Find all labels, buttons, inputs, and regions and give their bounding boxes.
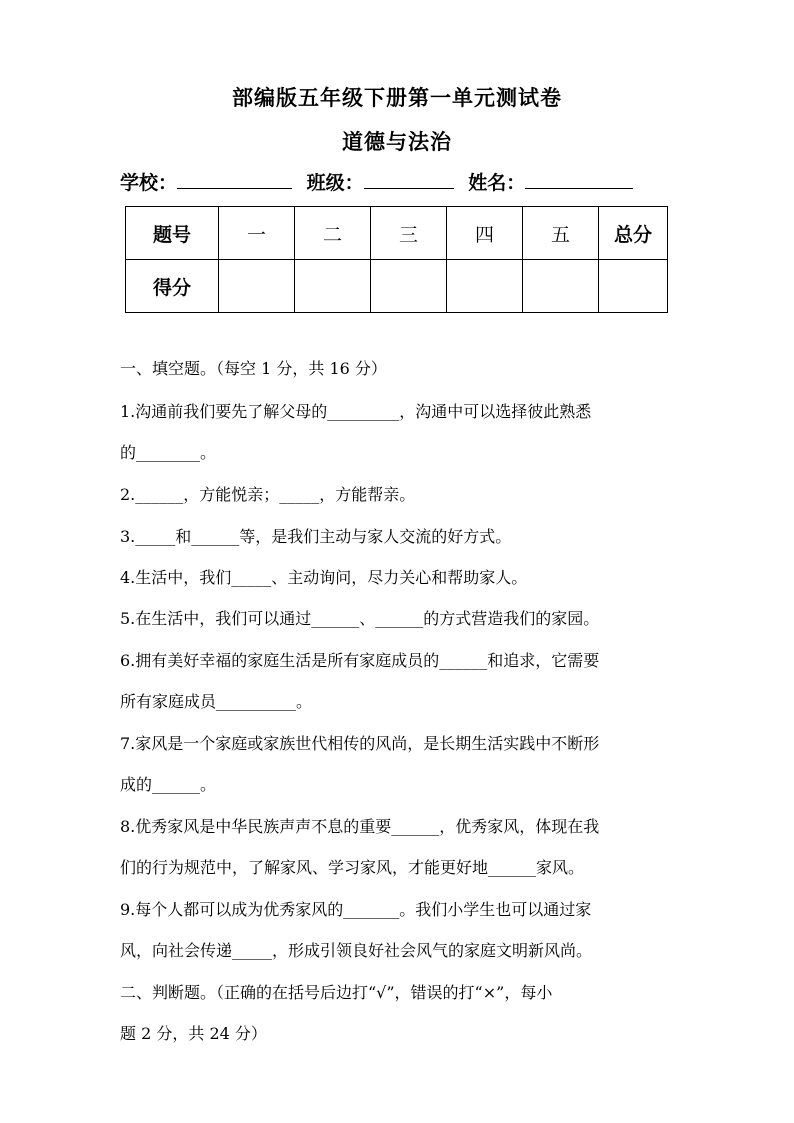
header-cell-question-no: 题号 bbox=[126, 207, 219, 260]
score-table bbox=[125, 206, 668, 313]
score-cell-3[interactable] bbox=[371, 260, 447, 313]
question-7-line-2: 成的______。 bbox=[120, 775, 217, 794]
header-cell-2: 二 bbox=[295, 207, 371, 260]
score-cell-4[interactable] bbox=[447, 260, 523, 313]
section2-heading-line-1: 二、判断题。（正确的在括号后边打“√”，错误的打“×”，每小 bbox=[120, 983, 553, 1002]
score-table-score-row bbox=[126, 260, 668, 313]
question-8-line-2: 们的行为规范中，了解家风、学习家风，才能更好地______家风。 bbox=[120, 858, 585, 877]
class-label: 班级： bbox=[306, 172, 364, 194]
class-blank[interactable] bbox=[364, 170, 454, 189]
question-9-line-2: 风，向社会传递_____，形成引领良好社会风气的家庭文明新风尚。 bbox=[120, 941, 593, 960]
question-7-line-1: 7.家风是一个家庭或家族世代相传的风尚，是长期生活实践中不断形 bbox=[120, 734, 600, 753]
score-table-header-row bbox=[126, 207, 668, 260]
header-cell-1: 一 bbox=[219, 207, 295, 260]
section2-heading-line-2: 题 2 分，共 24 分） bbox=[120, 1024, 267, 1043]
name-blank[interactable] bbox=[525, 170, 633, 189]
question-9-line-1: 9.每个人都可以成为优秀家风的_______。我们小学生也可以通过家 bbox=[120, 900, 592, 919]
question-2: 2.______，方能悦亲；_____，方能帮亲。 bbox=[120, 485, 416, 504]
question-6-line-1: 6.拥有美好幸福的家庭生活是所有家庭成员的______和追求，它需要 bbox=[120, 651, 600, 670]
student-info-line bbox=[120, 168, 641, 195]
question-6-line-2: 所有家庭成员__________。 bbox=[120, 692, 313, 711]
page-title: 部编版五年级下册第一单元测试卷 bbox=[232, 85, 562, 110]
header-cell-4: 四 bbox=[447, 207, 523, 260]
school-label: 学校： bbox=[120, 172, 178, 194]
score-cell-5[interactable] bbox=[523, 260, 599, 313]
header-cell-3: 三 bbox=[371, 207, 447, 260]
question-5: 5.在生活中，我们可以通过______、______的方式营造我们的家园。 bbox=[120, 609, 600, 628]
section1-heading: 一、填空题。（每空 1 分，共 16 分） bbox=[120, 359, 387, 378]
score-cell-2[interactable] bbox=[295, 260, 371, 313]
question-1-line-2: 的________。 bbox=[120, 443, 217, 462]
question-3: 3._____和______等，是我们主动与家人交流的好方式。 bbox=[120, 527, 512, 546]
question-1-line-1: 1.沟通前我们要先了解父母的_________，沟通中可以选择彼此熟悉 bbox=[120, 402, 592, 421]
question-4: 4.生活中，我们_____、主动询问，尽力关心和帮助家人。 bbox=[120, 568, 528, 587]
score-row-label: 得分 bbox=[126, 260, 219, 313]
question-8-line-1: 8.优秀家风是中华民族声声不息的重要______，优秀家风，体现在我 bbox=[120, 817, 600, 836]
header-cell-5: 五 bbox=[523, 207, 599, 260]
score-cell-1[interactable] bbox=[219, 260, 295, 313]
name-label: 姓名： bbox=[468, 172, 526, 194]
page-subtitle: 道德与法治 bbox=[342, 129, 452, 154]
school-blank[interactable] bbox=[177, 170, 292, 189]
score-cell-total[interactable] bbox=[599, 260, 668, 313]
header-cell-total: 总分 bbox=[599, 207, 668, 260]
